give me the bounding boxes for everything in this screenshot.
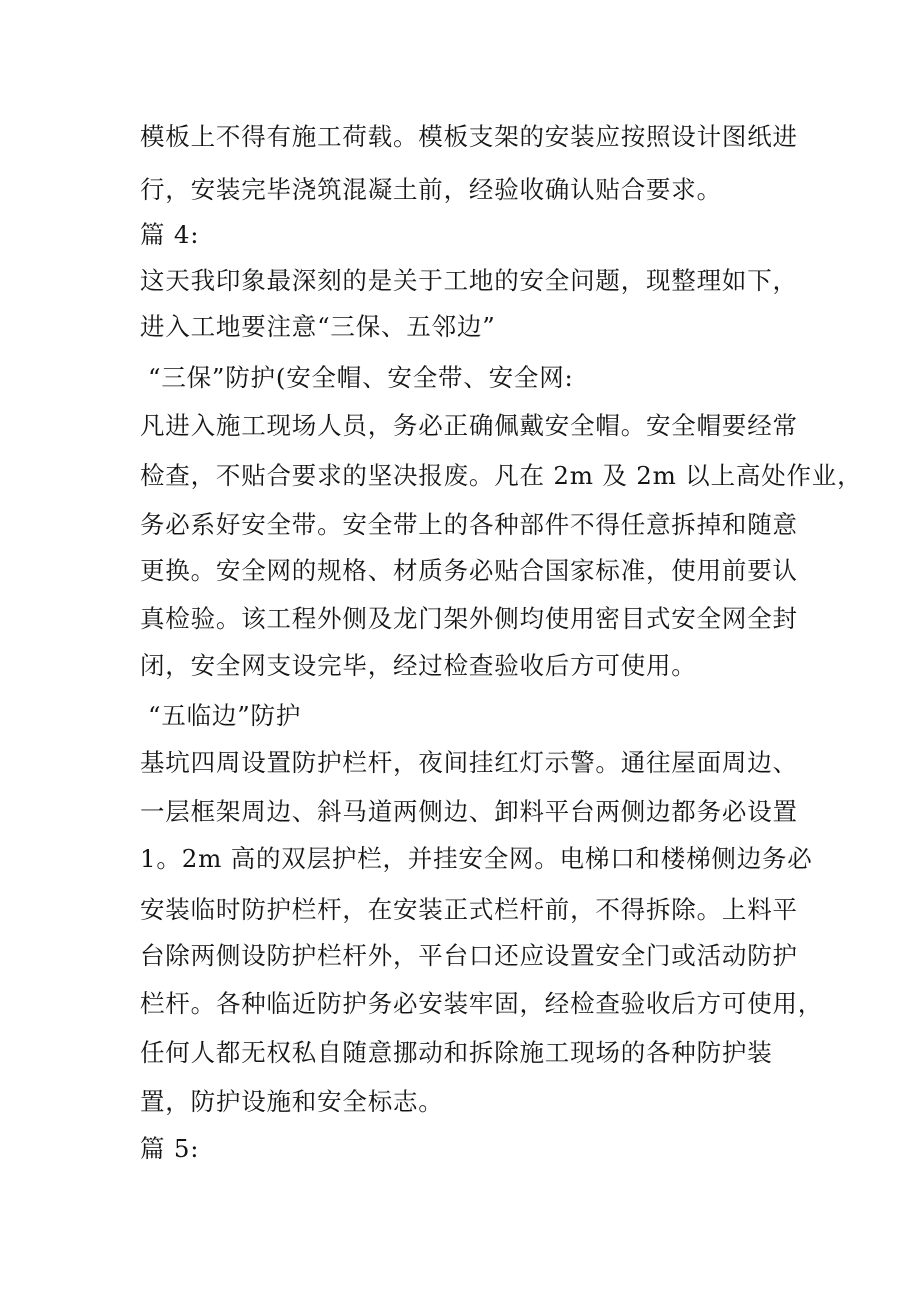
section-heading: 篇 4:: [140, 220, 200, 249]
text-line: 1。2m 高的双层护栏，并挂安全网。电梯口和楼梯侧边务必: [140, 844, 813, 873]
text-line: 凡进入施工现场人员，务必正确佩戴安全帽。安全帽要经常: [140, 411, 798, 440]
text-line: 真检验。该工程外侧及龙门架外侧均使用密目式安全网全封: [140, 604, 798, 633]
text-line: 行，安装完毕浇筑混凝土前，经验收确认贴合要求。: [140, 175, 722, 204]
section-heading: 篇 5:: [140, 1134, 200, 1163]
text-line: 任何人都无权私自随意挪动和拆除施工现场的各种防护装: [140, 1038, 773, 1067]
text-line: 这天我印象最深刻的是关于工地的安全问题，现整理如下，: [140, 266, 798, 295]
text-line: 检查，不贴合要求的坚决报废。凡在 2m 及 2m 以上高处作业，: [140, 461, 863, 490]
subheading: “三保”防护(安全帽、安全带、安全网:: [148, 363, 574, 392]
text-line: 台除两侧设防护栏杆外，平台口还应设置安全门或活动防护: [140, 941, 798, 970]
text-line: 栏杆。各种临近防护务必安装牢固，经检查验收后方可使用，: [140, 989, 824, 1018]
text-line: 安装临时防护栏杆，在安装正式栏杆前，不得拆除。上料平: [140, 895, 798, 924]
subheading: “五临边”防护: [148, 701, 302, 730]
text-line: 闭，安全网支设完毕，经过检查验收后方可使用。: [140, 651, 697, 680]
text-line: 更换。安全网的规格、材质务必贴合国家标准，使用前要认: [140, 556, 798, 585]
text-line: 一层框架周边、斜马道两侧边、卸料平台两侧边都务必设置: [140, 797, 798, 826]
text-line: 置，防护设施和安全标志。: [140, 1087, 444, 1116]
text-line: 进入工地要注意“三保、五邻边”: [140, 312, 496, 341]
text-line: 务必系好安全带。安全带上的各种部件不得任意拆掉和随意: [140, 510, 798, 539]
text-line: 基坑四周设置防护栏杆，夜间挂红灯示警。通往屋面周边、: [140, 748, 798, 777]
text-line: 模板上不得有施工荷载。模板支架的安装应按照设计图纸进: [140, 122, 798, 151]
